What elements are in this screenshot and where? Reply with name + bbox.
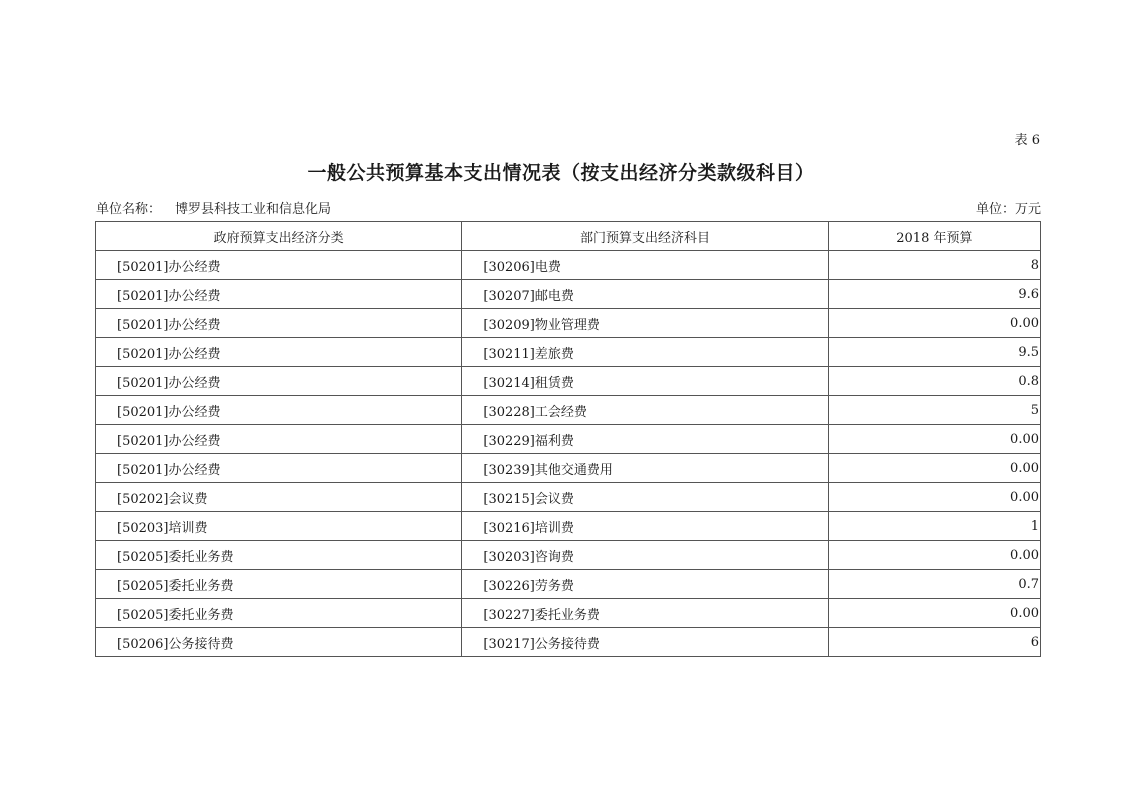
- dept-subject-cell: [30203]咨询费: [462, 541, 828, 570]
- gov-class-cell: [50201]办公经费: [96, 396, 462, 425]
- amount-cell: 0.8: [828, 367, 1040, 396]
- table-row: [96, 396, 1041, 425]
- dept-subject-cell: [30206]电费: [462, 251, 828, 280]
- table-row: [96, 280, 1041, 309]
- table-row: [96, 483, 1041, 512]
- header-dept-subject: 部门预算支出经济科目: [462, 222, 828, 251]
- amount-cell: 0.00: [828, 541, 1040, 570]
- amount-cell: 1: [828, 512, 1040, 541]
- table-row: [96, 628, 1041, 657]
- gov-class-cell: [50205]委托业务费: [96, 570, 462, 599]
- unit-row: [96, 198, 1041, 217]
- amount-cell: 0.00: [828, 425, 1040, 454]
- amount-cell: 8: [828, 251, 1040, 280]
- gov-class-cell: [50202]会议费: [96, 483, 462, 512]
- table-row: [96, 454, 1041, 483]
- gov-class-cell: [50201]办公经费: [96, 309, 462, 338]
- gov-class-cell: [50201]办公经费: [96, 338, 462, 367]
- table-row: [96, 570, 1041, 599]
- amount-cell: 0.00: [828, 483, 1040, 512]
- table-row: [96, 338, 1041, 367]
- gov-class-cell: [50206]公务接待费: [96, 628, 462, 657]
- amount-cell: 0.00: [828, 599, 1040, 628]
- amount-cell: 0.7: [828, 570, 1040, 599]
- table-row: [96, 512, 1041, 541]
- amount-cell: 6: [828, 628, 1040, 657]
- amount-cell: 5: [828, 396, 1040, 425]
- table-row: [96, 599, 1041, 628]
- amount-cell: 0.00: [828, 309, 1040, 338]
- header-gov-classification: 政府预算支出经济分类: [96, 222, 462, 251]
- gov-class-cell: [50201]办公经费: [96, 280, 462, 309]
- table-row: [96, 251, 1041, 280]
- gov-class-cell: [50205]委托业务费: [96, 541, 462, 570]
- table-header-row: [96, 222, 1041, 251]
- dept-subject-cell: [30209]物业管理费: [462, 309, 828, 338]
- dept-subject-cell: [30216]培训费: [462, 512, 828, 541]
- page-title: 一般公共预算基本支出情况表（按支出经济分类款级科目）: [307, 162, 815, 184]
- table-row: [96, 309, 1041, 338]
- budget-table: [95, 221, 1041, 657]
- amount-cell: 9.5: [828, 338, 1040, 367]
- dept-subject-cell: [30211]差旅费: [462, 338, 828, 367]
- table-number: 表 6: [1014, 133, 1040, 148]
- gov-class-cell: [50205]委托业务费: [96, 599, 462, 628]
- money-unit: 单位：万元: [975, 202, 1041, 217]
- dept-subject-cell: [30214]租赁费: [462, 367, 828, 396]
- gov-class-cell: [50201]办公经费: [96, 251, 462, 280]
- dept-subject-cell: [30239]其他交通费用: [462, 454, 828, 483]
- gov-class-cell: [50201]办公经费: [96, 425, 462, 454]
- org-label: 单位名称：: [96, 202, 162, 217]
- amount-cell: 0.00: [828, 454, 1040, 483]
- gov-class-cell: [50201]办公经费: [96, 367, 462, 396]
- dept-subject-cell: [30226]劳务费: [462, 570, 828, 599]
- amount-cell: 9.6: [828, 280, 1040, 309]
- dept-subject-cell: [30207]邮电费: [462, 280, 828, 309]
- table-row: [96, 541, 1041, 570]
- gov-class-cell: [50203]培训费: [96, 512, 462, 541]
- dept-subject-cell: [30229]福利费: [462, 425, 828, 454]
- dept-subject-cell: [30228]工会经费: [462, 396, 828, 425]
- org-name: 博罗县科技工业和信息化局: [175, 202, 332, 217]
- dept-subject-cell: [30217]公务接待费: [462, 628, 828, 657]
- gov-class-cell: [50201]办公经费: [96, 454, 462, 483]
- table-row: [96, 367, 1041, 396]
- header-budget-2018: 2018 年预算: [828, 222, 1040, 251]
- table-row: [96, 425, 1041, 454]
- dept-subject-cell: [30227]委托业务费: [462, 599, 828, 628]
- dept-subject-cell: [30215]会议费: [462, 483, 828, 512]
